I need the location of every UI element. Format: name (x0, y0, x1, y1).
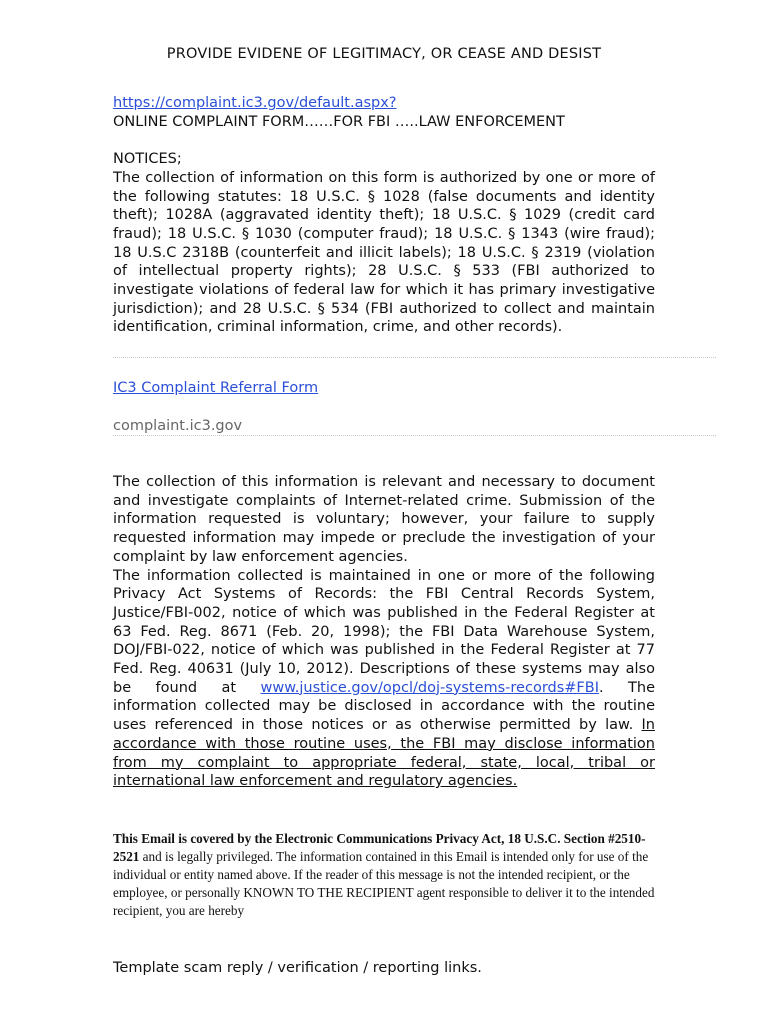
ic3-referral-link[interactable]: IC3 Complaint Referral Form (113, 380, 319, 396)
email-notice (113, 830, 655, 920)
privacy-paragraph-2 (113, 567, 655, 791)
ecpa-notice-rest: and is legally privileged. The information contained in this Email is intended only for use of the individual or entity named above. If the reader of this message is not the intended recipient, or the employee, or personally KNOWN TO THE RECIPIENT agent responsible to deliver it to the intended recipient, you are hereby (113, 849, 655, 918)
doj-systems-link[interactable]: www.justice.gov/opcl/doj-systems-records#FBI (260, 679, 599, 696)
notices-heading: NOTICES; (113, 151, 182, 168)
footer-note: Template scam reply / verification / reporting links. (113, 960, 482, 976)
privacy-paragraph-1: The collection of this information is relevant and necessary to document and investigate complaints of Internet-related crime. Submission of the information requested is voluntary; however, your failure to supply requested information may impede or preclude the investigation of your complaint by law enforcement agencies. (113, 474, 655, 565)
privacy-block (113, 473, 655, 791)
referral-block (113, 379, 655, 398)
page-title: PROVIDE EVIDENE OF LEGITIMACY, OR CEASE AND DESIST (166, 46, 602, 62)
divider-line (113, 435, 716, 436)
notices-body: The collection of information on this form is authorized by one or more of the following statutes: 18 U.S.C. § 1028 (false documents and identity theft); 1028A (aggravated identity theft); 18 U.S.C. § 1029 (credit card fraud); 18 U.S.C. § 1030 (computer fraud); 18 U.S.C. § 1343 (wire fraud); 18 U.S.C 2318B (counterfeit and illicit labels); 18 U.S.C. § 2319 (violation of intellectual property rights); 28 U.S.C. § 533 (FBI authorized to investigate violations of federal law for which it has primary investigative jurisdiction); and 28 U.S.C. § 534 (FBI authorized to collect and maintain identification, criminal information, crime, and other records). (113, 169, 655, 336)
routine-uses-statement: In accordance with those routine uses, the FBI may disclose information from my complaint to appropriate federal, state, local, tribal or international law enforcement and regulatory agencies. (113, 717, 655, 790)
complaint-url-link[interactable]: https://complaint.ic3.gov/default.aspx? (113, 95, 397, 111)
complaint-form-subtitle: ONLINE COMPLAINT FORM……FOR FBI …..LAW ENFORCEMENT (113, 113, 565, 130)
privacy-paragraph-2-mid: . The information collected may be disclosed in accordance with the routine uses referenced in those notices or as otherwise permitted by law. (113, 679, 655, 734)
divider-line (113, 357, 716, 358)
intro-block (113, 94, 655, 337)
privacy-paragraph-2-start: The information collected is maintained in one or more of the following Privacy Act Systems of Records: the FBI Central Records System, Justice/FBI-002, notice of which was published in the Federal Register at 63 Fed. Reg. 8671 (Feb. 20, 1998); the FBI Data Warehouse System, DOJ/FBI-022, notice of which was published in the Federal Register at 77 Fed. Reg. 40631 (July 10, 2012). Descriptions of these systems may also be found at (113, 567, 655, 696)
ecpa-notice-bold: This Email is covered by the Electronic Communications Privacy Act, 18 U.S.C. Section #2510-2521 (113, 831, 646, 864)
referral-domain: complaint.ic3.gov (113, 418, 243, 434)
